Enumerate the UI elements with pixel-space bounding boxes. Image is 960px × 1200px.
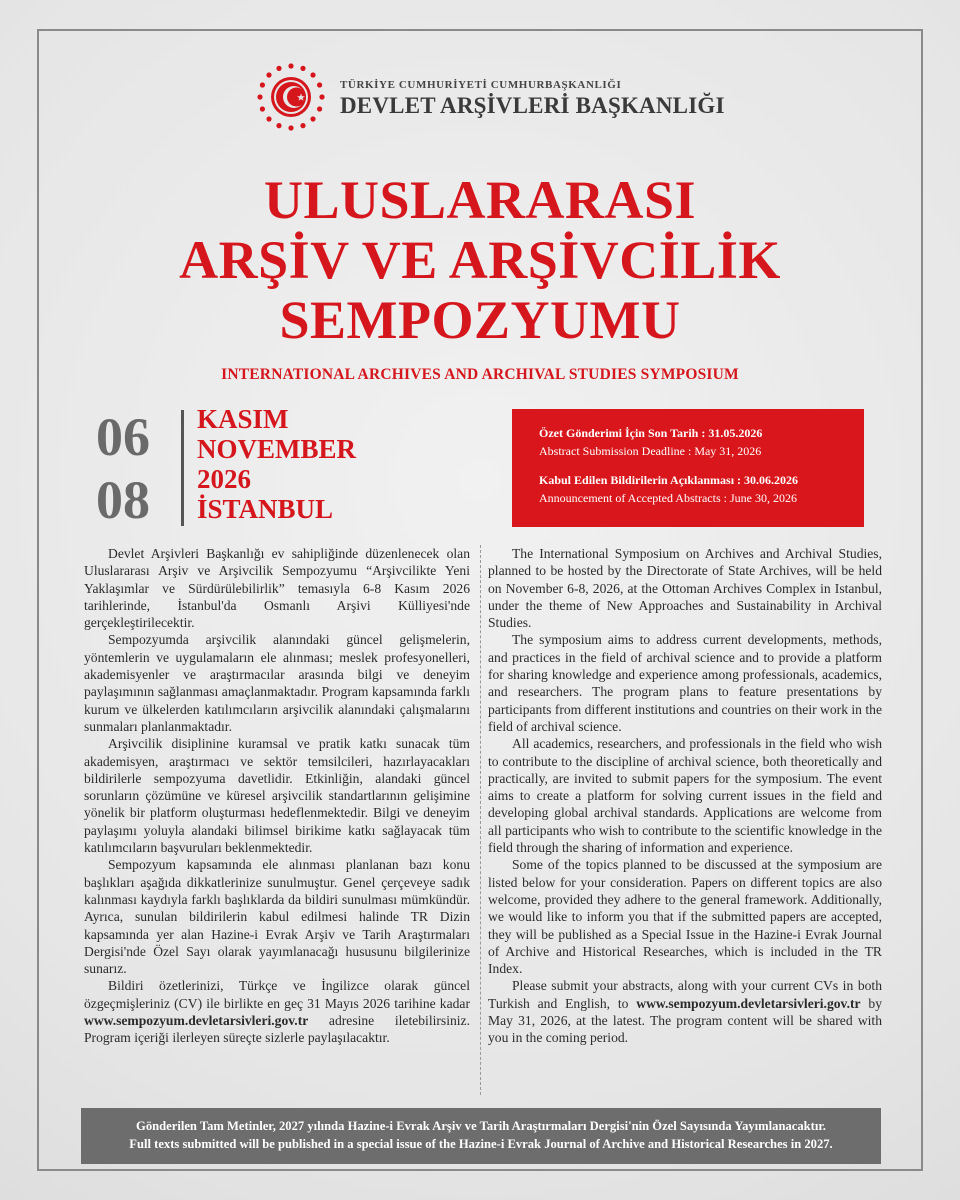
- column-divider: [480, 545, 481, 1095]
- english-text-column: [488, 545, 882, 1047]
- symposium-title: [0, 170, 960, 350]
- tr-paragraph-5: [84, 977, 470, 1046]
- abstract-deadline-en: Abstract Submission Deadline : May 31, 2026: [539, 443, 762, 458]
- en-paragraph-3: All academics, researchers, and professionals in the field who wish to contribute to the discipline of archival science, both theoretically and practically, are invited to submit papers for the symposium. The event aims to create a platform for solving current issues in the field and developing global archival standards. Applications are welcome from all participants who wish to contribute to the scientific knowledge in the field through the sharing of information and experience.: [488, 736, 882, 856]
- tr-p5-end: adresine iletebilirsiniz. Program içeriği ilerleyen süreçte sizlerle paylaşılacaktır.: [84, 1013, 470, 1046]
- presidential-emblem-icon: [254, 60, 328, 134]
- deadline-box: [512, 409, 864, 527]
- title-line-1: ULUSLARARASI: [263, 170, 697, 230]
- date-block: [197, 404, 356, 524]
- tr-website-link[interactable]: www.sempozyum.devletarsivleri.gov.tr: [84, 1013, 309, 1029]
- en-paragraph-2: The symposium aims to address current developments, methods, and practices in the field of archival science and to provide a platform for sharing knowledge and experience among professionals, academics, and researchers. The program plans to feature presentations by participants from different institutions and countries on their work in the field of archival science.: [488, 632, 882, 734]
- date-divider: [181, 410, 184, 526]
- year: 2026: [197, 464, 251, 494]
- footer-note-en: Full texts submitted will be published in a special issue of the Hazine-i Evrak Journal of Archive and Historical Researches in 2027.: [129, 1137, 833, 1151]
- org-name: DEVLET ARŞİVLERİ BAŞKANLIĞI: [340, 93, 725, 118]
- title-line-3: SEMPOZYUMU: [279, 290, 681, 350]
- acceptance-date-tr: Kabul Edilen Bildirilerin Açıklanması : 30.06.2026: [539, 473, 799, 487]
- month-en: NOVEMBER: [197, 434, 357, 464]
- en-paragraph-4: Some of the topics planned to be discussed at the symposium are listed below for your consideration. Papers on different topics are also welcome, provided they adhere to the general framework. Additionally, we would like to inform you that if the submitted papers are accepted, they will be published as a Special Issue in the Hazine-i Evrak Journal of Archive and Historical Researches, which is included in the TR Index.: [488, 857, 882, 977]
- en-paragraph-5: [488, 977, 882, 1046]
- turkish-text-column: [84, 545, 470, 1047]
- org-parent-name: TÜRKİYE CUMHURİYETİ CUMHURBAŞKANLIĞI: [340, 79, 622, 91]
- tr-paragraph-2: Sempozyumda arşivcilik alanındaki güncel gelişmelerin, yöntemlerin ve uygulamaların ele alınması; meslek profesyonelleri, akademisyenler ve araştırmacılar arasında bilgi ve deneyim paylaşımının sağlanması amaçlanmaktadır. Program kapsamında farklı kurum ve ülkelerden katılımcıların arşivcilik alanındaki çalışmalarını sunmaları planlanmaktadır.: [84, 632, 470, 734]
- city: İSTANBUL: [197, 494, 334, 524]
- abstract-deadline-tr: Özet Gönderimi İçin Son Tarih : 31.05.2026: [539, 426, 763, 440]
- tr-paragraph-3: Arşivcilik disiplinine kuramsal ve pratik katkı sunacak tüm akademisyen, araştırmacı ve sektör temsilcileri, hazırlayacakları bildirilerle sempozyuma davetlidir. Etkinliğin, alandaki güncel sorunların çözümüne ve küresel arşivcilik standartlarının gelişimine yönelik bir platform oluşturması hedeflenmektedir. Bilgi ve deneyim paylaşımı yoluyla alandaki bilimsel birikime katkı sağlayacak tüm katılımcıların başvuruları beklenmektedir.: [84, 736, 470, 856]
- footer-note-tr: Gönderilen Tam Metinler, 2027 yılında Hazine-i Evrak Arşiv ve Tarih Araştırmaları Dergisi'nin Özel Sayısında Yayımlanacaktır.: [136, 1119, 826, 1133]
- month-tr: KASIM: [197, 404, 289, 434]
- tr-paragraph-1: Devlet Arşivleri Başkanlığı ev sahipliğinde düzenlenecek olan Uluslararası Arşiv ve Arşivcilik Sempozyumu “Arşivcilikte Yeni Yaklaşımlar ve Sürdürülebilirlik” temasıyla 6-8 Kasım 2026 tarihlerinde, İstanbul'da Osmanlı Arşivi Külliyesi'nde gerçekleştirilecektir.: [84, 546, 470, 631]
- end-day: 08: [96, 470, 150, 530]
- start-day: 06: [96, 407, 150, 467]
- tr-paragraph-4: Sempozyum kapsamında ele alınması planlanan bazı konu başlıkları aşağıda dikkatlerinize sunulmuştur. Genel çerçeveye sadık kalınması kaydıyla farklı başlıklarda da bildiri sunulması mümkündür. Ayrıca, sunulan bildirilerin kabul edilmesi halinde TR Dizin kapsamında yer alan Hazine-i Evrak Arşiv ve Tarih Araştırmaları Dergisi'nde Özel Sayı olarak yayımlanacağı hususunu bilgilerinize sunarız.: [84, 857, 470, 977]
- en-p5-start: Please submit your abstracts, along with your current CVs in both Turkish and English, to: [488, 978, 882, 1011]
- footer-banner: [81, 1108, 881, 1164]
- en-website-link[interactable]: www.sempozyum.devletarsivleri.gov.tr: [636, 995, 861, 1011]
- acceptance-date-en: Announcement of Accepted Abstracts : June 30, 2026: [539, 490, 797, 505]
- en-p5-end: by May 31, 2026, at the latest. The program content will be shared with you in the coming period.: [488, 995, 882, 1046]
- title-line-2: ARŞİV VE ARŞİVCİLİK: [179, 230, 781, 290]
- symposium-subtitle: INTERNATIONAL ARCHIVES AND ARCHIVAL STUDIES SYMPOSIUM: [221, 366, 739, 383]
- en-paragraph-1: The International Symposium on Archives and Archival Studies, planned to be hosted by the Directorate of State Archives, will be held on November 6-8, 2026, at the Ottoman Archives Complex in Istanbul, under the theme of New Approaches and Sustainability in Archival Studies.: [488, 546, 882, 631]
- tr-p5-start: Bildiri özetlerinizi, Türkçe ve İngilizce olarak güncel özgeçmişleriniz (CV) ile birlikte en geç 31 Mayıs 2026 tarihine kadar: [84, 978, 470, 1011]
